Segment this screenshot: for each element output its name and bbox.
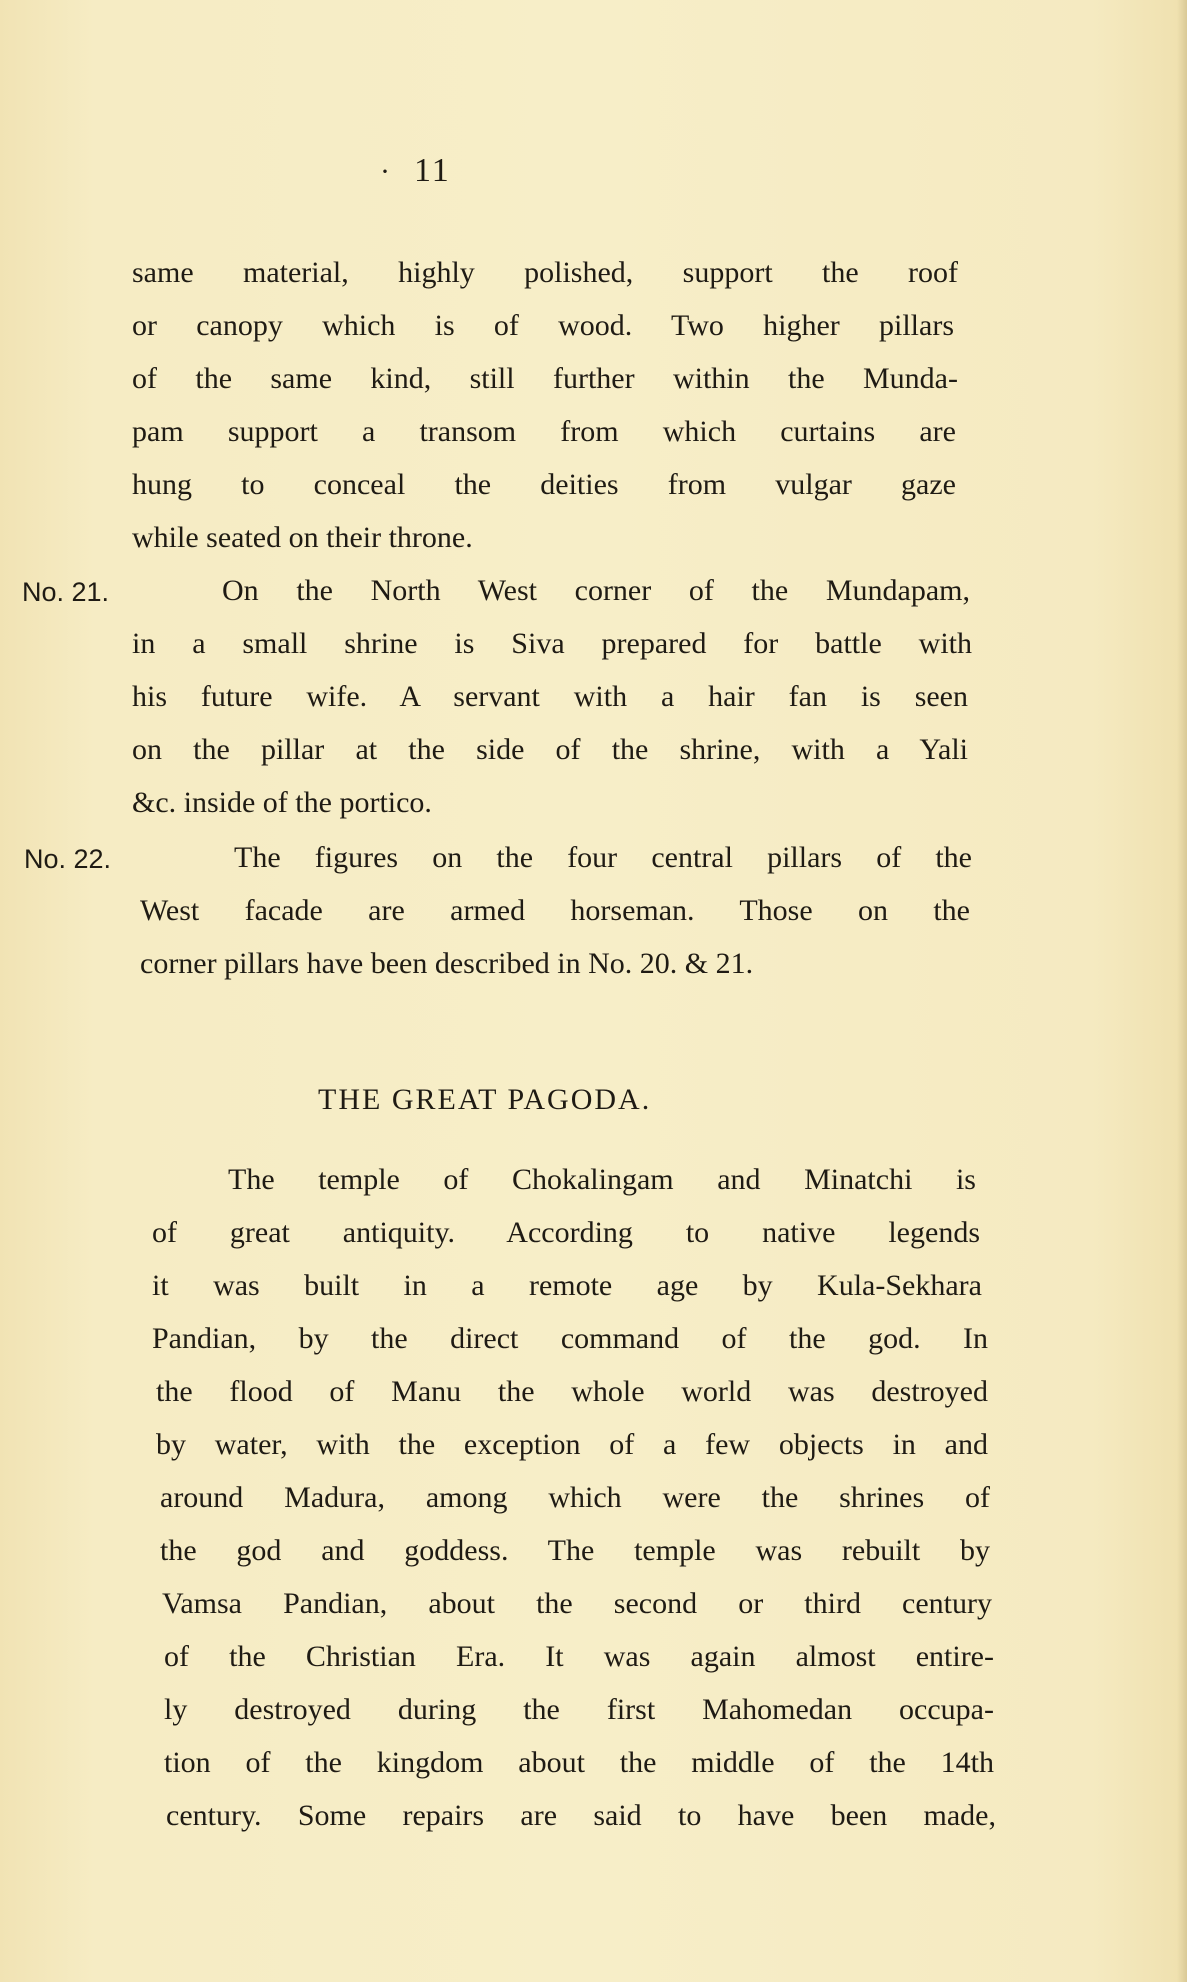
page-number bbox=[380, 152, 451, 190]
text-line: in a small shrine is Siva prepared for battle with bbox=[132, 627, 972, 660]
text-line: The figures on the four central pillars of the bbox=[234, 841, 972, 874]
text-line: of great antiquity. According to native legends bbox=[152, 1216, 980, 1249]
text-line: Vamsa Pandian, about the second or third century bbox=[162, 1587, 992, 1620]
text-line: it was built in a remote age by Kula-Sekhara bbox=[152, 1269, 982, 1302]
text-line: pam support a transom from which curtains are bbox=[132, 415, 956, 448]
text-line: On the North West corner of the Mundapam, bbox=[222, 574, 970, 607]
text-line: same material, highly polished, support the roof bbox=[132, 256, 958, 289]
text-line: hung to conceal the deities from vulgar gaze bbox=[132, 468, 956, 501]
text-line: around Madura, among which were the shrines of bbox=[160, 1481, 990, 1514]
text-line: West facade are armed horseman. Those on the bbox=[140, 894, 970, 927]
text-line: the flood of Manu the whole world was destroyed bbox=[156, 1375, 988, 1408]
page-number-dot: · bbox=[380, 155, 392, 188]
text-line: corner pillars have been described in No. 20. & 21. bbox=[140, 947, 754, 980]
item-marker-no22: No. 22. bbox=[24, 844, 112, 874]
text-line: The temple of Chokalingam and Minatchi is bbox=[228, 1163, 976, 1196]
text-line: by water, with the exception of a few objects in and bbox=[156, 1428, 988, 1461]
item-marker-no21: No. 21. bbox=[22, 577, 110, 607]
text-line: his future wife. A servant with a hair fan is seen bbox=[132, 680, 968, 713]
text-line: the god and goddess. The temple was rebuilt by bbox=[160, 1534, 990, 1567]
text-line: while seated on their throne. bbox=[132, 521, 473, 554]
text-line: on the pillar at the side of the shrine, with a Yali bbox=[132, 733, 968, 766]
page-edge-shadow bbox=[1177, 0, 1187, 1982]
text-line: ly destroyed during the first Mahomedan occupa- bbox=[164, 1693, 994, 1726]
text-line: of the Christian Era. It was again almost entire- bbox=[164, 1640, 994, 1673]
text-line: tion of the kingdom about the middle of the 14th bbox=[164, 1746, 994, 1779]
text-line: Pandian, by the direct command of the god. In bbox=[152, 1322, 988, 1355]
section-heading: THE GREAT PAGODA. bbox=[318, 1083, 652, 1116]
text-line: &c. inside of the portico. bbox=[132, 786, 432, 819]
text-line: century. Some repairs are said to have been made, bbox=[166, 1799, 996, 1832]
page-number-value: 11 bbox=[414, 152, 451, 189]
text-line: or canopy which is of wood. Two higher pillars bbox=[132, 309, 954, 342]
text-line: of the same kind, still further within the Munda- bbox=[132, 362, 958, 395]
